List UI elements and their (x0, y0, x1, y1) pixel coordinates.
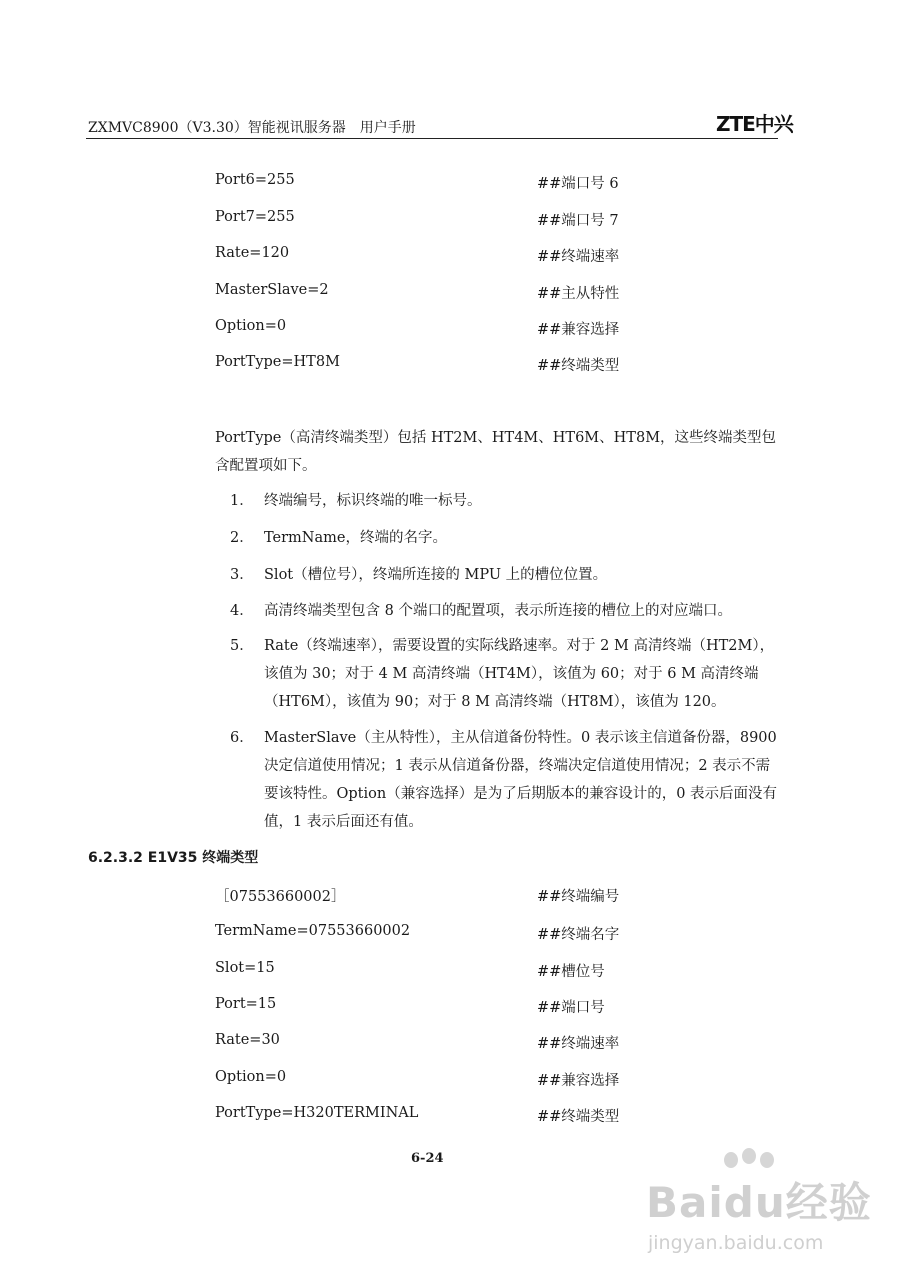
intro-paragraph: PortType（高清终端类型）包括 HT2M、HT4M、HT6M、HT8M，这些终端类型包含配置项如下。 (215, 430, 777, 474)
config-comment: ##槽位号 (537, 964, 605, 980)
config-comment: ##终端名字 (537, 927, 620, 943)
config-key: MasterSlave=2 (215, 282, 329, 298)
config-key: Port7=255 (215, 209, 295, 225)
config-comment: ##端口号 6 (537, 176, 619, 192)
config-key: Option=0 (215, 318, 287, 334)
config-key: Slot=15 (215, 960, 275, 976)
list-text: 终端编号，标识终端的唯一标号。 (264, 493, 482, 509)
section-heading: 6.2.3.2 E1V35 终端类型 (88, 850, 259, 866)
config-comment: ##端口号 7 (537, 213, 619, 229)
list-number: 1． (230, 493, 254, 509)
config-comment: ##终端编号 (537, 889, 620, 905)
paw-print-icon (724, 1152, 738, 1168)
config-key: Rate=120 (215, 245, 290, 261)
config-comment: ##终端速率 (537, 1036, 620, 1052)
list-text: 高清终端类型包含 8 个端口的配置项，表示所连接的槽位上的对应端口。 (264, 603, 732, 619)
watermark-url: jingyan.baidu.com (648, 1232, 824, 1254)
list-number: 6． (230, 730, 254, 746)
config-key: TermName=07553660002 (215, 923, 411, 939)
zte-logo: ZTE中兴 (716, 112, 793, 136)
list-number: 5． (230, 638, 254, 654)
config-key: Option=0 (215, 1069, 287, 1085)
config-comment: ##终端类型 (537, 358, 620, 374)
config-comment: ##终端类型 (537, 1109, 620, 1125)
config-key: Port6=255 (215, 172, 295, 188)
paw-print-icon (742, 1148, 756, 1164)
config-key: ［07553660002］ (215, 889, 346, 905)
config-key: Port=15 (215, 996, 277, 1012)
list-text: TermName，终端的名字。 (264, 530, 447, 546)
config-comment: ##终端速率 (537, 249, 620, 265)
list-text: Slot（槽位号），终端所连接的 MPU 上的槽位位置。 (264, 567, 608, 583)
config-key: PortType=H320TERMINAL (215, 1105, 419, 1121)
config-key: Rate=30 (215, 1032, 280, 1048)
watermark-logo: Baidu经验 (646, 1178, 872, 1227)
paw-print-icon (760, 1152, 774, 1168)
list-text: Rate（终端速率），需要设置的实际线路速率。对于 2 M 高清终端（HT2M），该值为 30；对于 4 M 高清终端（HT4M），该值为 60；对于 6 M 高清终端（HT6M），该值为 90；对于 8 M 高清终端（HT8M），该值为 120。 (264, 638, 775, 710)
config-comment: ##主从特性 (537, 286, 620, 302)
page-number: 6-24 (411, 1151, 444, 1166)
list-text: MasterSlave（主从特性），主从信道备份特性。0 表示该主信道备份器，8900 决定信道使用情况；1 表示从信道备份器，终端决定信道使用情况；2 表示不需要该特性。Option（兼容选择）是为了后期版本的兼容设计的，0 表示后面没有值，1 表示后面还有值。 (264, 730, 778, 830)
config-comment: ##兼容选择 (537, 322, 620, 338)
list-number: 2． (230, 530, 254, 546)
baidu-watermark (646, 1150, 886, 1260)
config-key: PortType=HT8M (215, 354, 340, 370)
config-comment: ##兼容选择 (537, 1073, 620, 1089)
header-title: ZXMVC8900（V3.30）智能视讯服务器 用户手册 (88, 120, 416, 136)
list-number: 4． (230, 603, 254, 619)
header-divider (86, 138, 778, 139)
config-comment: ##端口号 (537, 1000, 605, 1016)
list-number: 3． (230, 567, 254, 583)
